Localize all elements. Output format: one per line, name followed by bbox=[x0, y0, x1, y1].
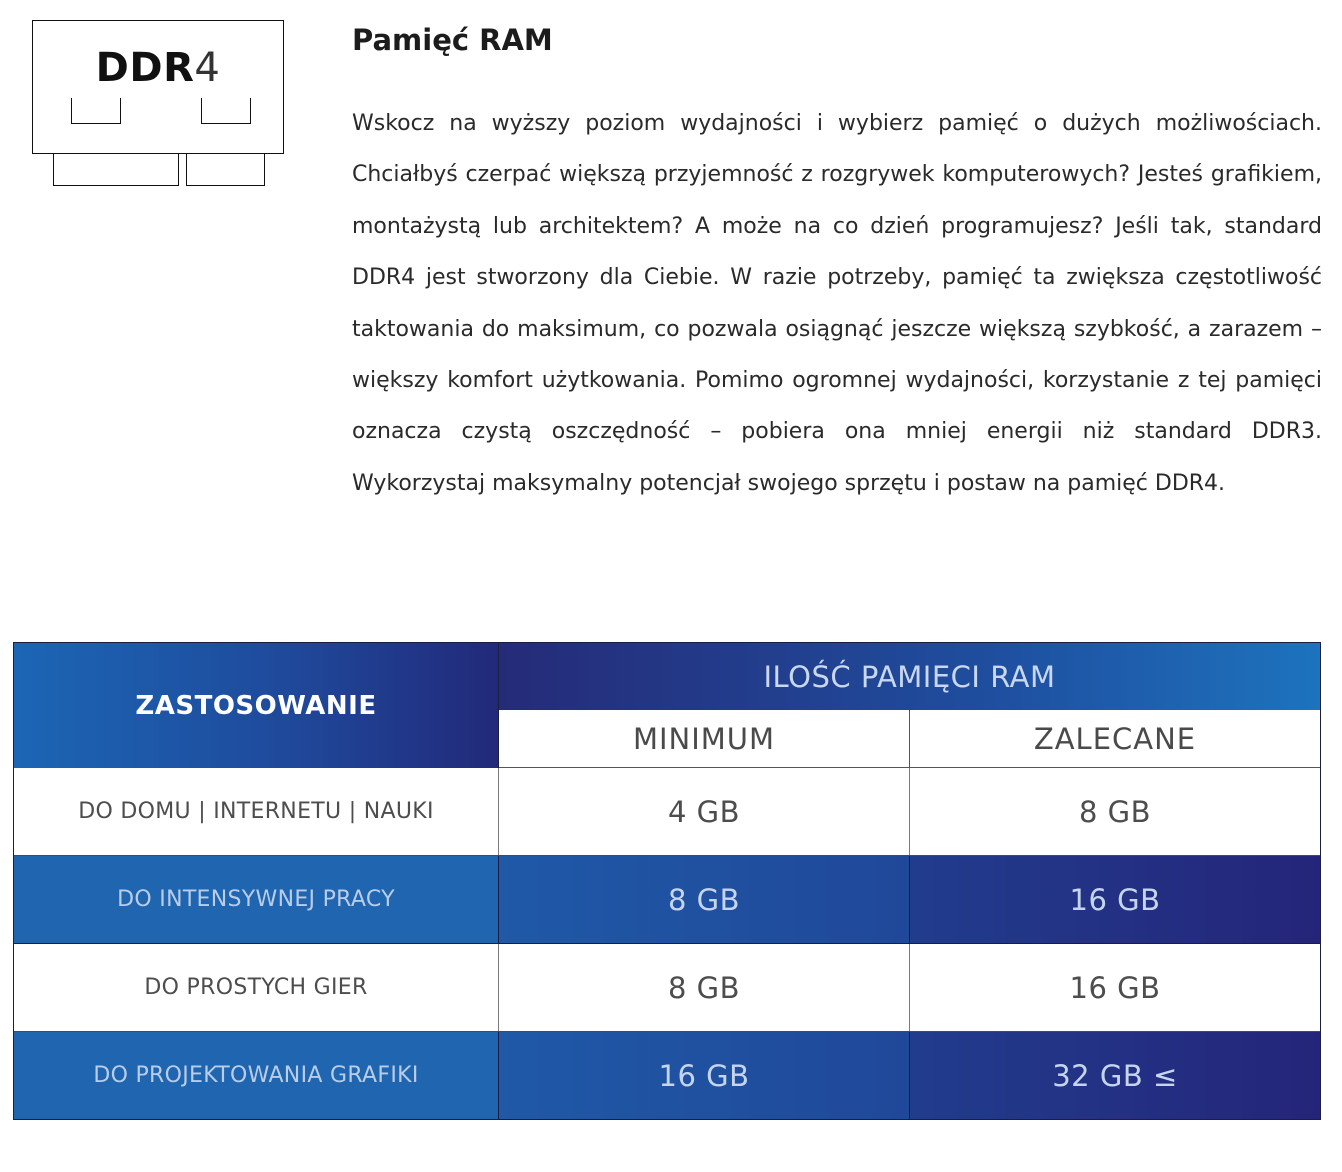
table-row bbox=[14, 944, 1320, 1032]
logo-text-ddr: DDR bbox=[95, 45, 195, 91]
row-usage: DO PROJEKTOWANIA GRAFIKI bbox=[14, 1032, 499, 1119]
connector-pins-right-icon bbox=[186, 154, 265, 186]
logo-text-4: 4 bbox=[194, 45, 221, 91]
row-minimum: 4 GB bbox=[499, 768, 910, 855]
section-title: Pamięć RAM bbox=[352, 23, 553, 57]
header-ram-amount: ILOŚĆ PAMIĘCI RAM bbox=[499, 643, 1320, 710]
header-recommended: ZALECANE bbox=[910, 710, 1320, 768]
row-recommended: 8 GB bbox=[910, 768, 1320, 855]
row-recommended: 32 GB ≤ bbox=[910, 1032, 1320, 1119]
table-row bbox=[14, 768, 1320, 856]
row-usage: DO PROSTYCH GIER bbox=[14, 944, 499, 1031]
row-minimum: 8 GB bbox=[499, 944, 910, 1031]
chip-slot-right-icon bbox=[201, 98, 251, 124]
row-minimum: 8 GB bbox=[499, 856, 910, 943]
row-usage: DO INTENSYWNEJ PRACY bbox=[14, 856, 499, 943]
row-recommended: 16 GB bbox=[910, 944, 1320, 1031]
ram-requirements-table bbox=[13, 642, 1321, 1120]
section-content bbox=[352, 20, 1322, 509]
logo-text bbox=[32, 44, 284, 92]
row-usage: DO DOMU | INTERNETU | NAUKI bbox=[14, 768, 499, 855]
header-minimum: MINIMUM bbox=[499, 710, 910, 768]
connector-pins-left-icon bbox=[53, 154, 179, 186]
section-body: Wskocz na wyższy poziom wydajności i wybierz pamięć o dużych możliwościach. Chciałbyś czerpać większą przyjemność z rozgrywek komputerowych? Jesteś grafikiem, montażystą lub architektem? A może na co dzień programujesz? Jeśli tak, standard DDR4 jest stworzony dla Ciebie. W razie potrzeby, pamięć ta zwiększa częstotliwość taktowania do maksimum, co pozwala osiągnąć jeszcze większą szybkość, a zarazem – większy komfort użytkowania. Pomimo ogromnej wydajności, korzystanie z tej pamięci oznacza czystą oszczędność – pobiera ona mniej energii niż standard DDR3. Wykorzystaj maksymalny potencjał swojego sprzętu i postaw na pamięć DDR4. bbox=[352, 111, 1322, 496]
row-recommended: 16 GB bbox=[910, 856, 1320, 943]
ddr4-logo bbox=[32, 20, 286, 190]
table-row bbox=[14, 1032, 1320, 1119]
chip-slot-left-icon bbox=[71, 98, 121, 124]
table-row bbox=[14, 856, 1320, 944]
header-usage: ZASTOSOWANIE bbox=[14, 643, 499, 768]
row-minimum: 16 GB bbox=[499, 1032, 910, 1119]
